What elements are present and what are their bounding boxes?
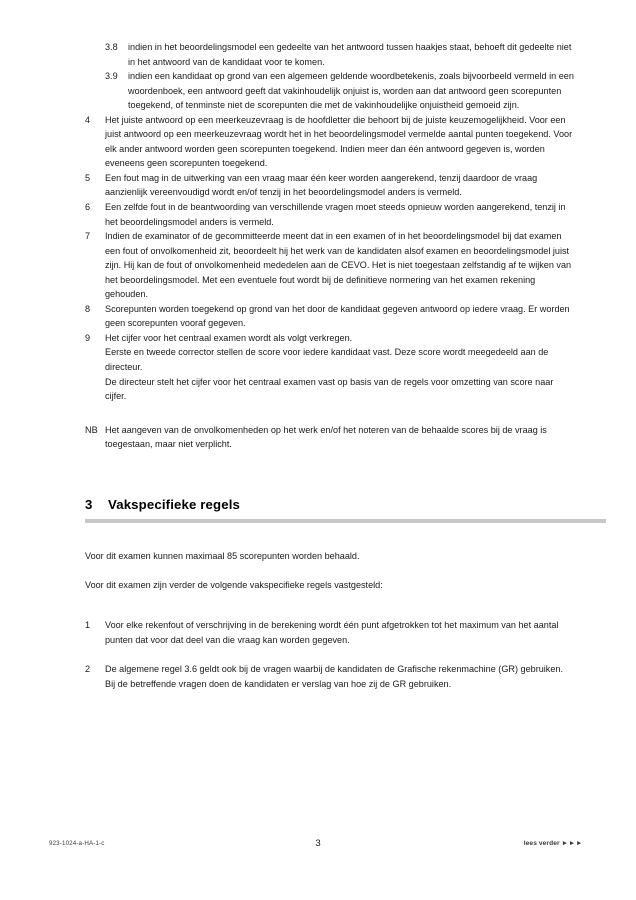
rule-text-line: Het cijfer voor het centraal examen wordt als volgt verkregen. bbox=[105, 332, 353, 343]
list-item bbox=[85, 662, 574, 691]
footer-page-number: 3 bbox=[315, 838, 321, 849]
page-title bbox=[85, 496, 578, 513]
paragraph-spacer bbox=[85, 563, 574, 578]
rule-number: 2 bbox=[85, 663, 91, 674]
paragraph: Voor dit examen zijn verder de volgende vakspecifieke regels vastgesteld: bbox=[85, 579, 383, 590]
nb-label: NB bbox=[85, 424, 98, 435]
list-item bbox=[85, 113, 574, 171]
rule-text-line: Eerste en tweede corrector stellen de score voor iedere kandidaat vast. Deze score wordt meegedeeld aan de directeur. bbox=[105, 347, 549, 373]
nb-note bbox=[0, 423, 636, 452]
section-number: 3 bbox=[85, 496, 93, 512]
section-header bbox=[0, 496, 636, 523]
rule-text bbox=[105, 331, 574, 404]
rule-number: 5 bbox=[85, 172, 91, 183]
rule-number: 9 bbox=[85, 332, 91, 343]
triangle-right-icon: ►►► bbox=[561, 840, 583, 847]
main-rules-list bbox=[0, 113, 636, 404]
rule-text: Een fout mag in de uitwerking van een vraag maar één keer worden aangerekend, tenzij daardoor de vraag aanzienlijk vereenvoudigd wordt en/of tenzij in het beoordelingsmodel anders is vermeld. bbox=[105, 172, 538, 198]
page-footer bbox=[0, 838, 636, 858]
list-item bbox=[105, 69, 574, 113]
list-item bbox=[85, 229, 574, 302]
nb-text: Het aangeven van de onvolkomenheden op het werk en/of het noteren van de behaalde scores bij de vraag is toegestaan, maar niet verplicht. bbox=[105, 424, 547, 450]
page-content bbox=[0, 40, 636, 691]
section-intro bbox=[0, 549, 636, 593]
sub-rules-list bbox=[0, 40, 636, 113]
rule-number: 3.8 bbox=[105, 42, 118, 52]
divider bbox=[85, 519, 606, 523]
rule-text: Het juiste antwoord op een meerkeuzevraag is de hoofdletter die behoort bij de juiste keuzemogelijkheid. Voor een juist antwoord op een meerkeuzevraag wordt het in het beoordelingsmodel vermelde aantal punten toegekend. Voor elk ander antwoord worden geen scorepunten toegekend. Indien meer dan één antwoord gegeven is, worden eveneens geen scorepunten toegekend. bbox=[105, 114, 573, 169]
rule-text: De algemene regel 3.6 geldt ook bij de vragen waarbij de kandidaten de Grafische rekenmachine (GR) gebruiken. Bij de betreffende vragen doen de kandidaten er verslag van hoe zij de GR gebruiken. bbox=[105, 663, 563, 689]
rule-text: indien in het beoordelingsmodel een gedeelte van het antwoord tussen haakjes staat, behoeft dit gedeelte niet in het antwoord van de kandidaat voor te komen. bbox=[128, 42, 572, 67]
vakspecifieke-rules-list bbox=[0, 618, 636, 691]
rule-text: indien een kandidaat op grond van een algemeen geldende woordbetekenis, zoals bijvoorbeeld vermeld in een woordenboek, een antwoord geeft dat vakinhoudelijk onjuist is, worden aan dat antwoord geen scorepunten toegekend, of tenminste niet de scorepunten die met de vakinhoudelijke onjuistheid gemoeid zijn. bbox=[128, 71, 574, 111]
footer-continue-label: lees verder bbox=[523, 840, 560, 847]
rule-text: Indien de examinator of de gecommitteerde meent dat in een examen of in het beoordelingsmodel bij dat examen een fout of onvolkomenheid zit, beoordeelt hij het werk van de kandidaten alsof examen en beoordelingsmodel juist zijn. Hij kan de fout of onvolkomenheid mededelen aan de CEVO. Het is niet toegestaan zelfstandig af te wijken van het beoordelingsmodel. Met een eventuele fout wordt bij de definitieve normering van het examen rekening gehouden. bbox=[105, 231, 572, 300]
list-item bbox=[85, 302, 574, 331]
list-spacer bbox=[85, 647, 574, 662]
rule-number: 8 bbox=[85, 303, 91, 314]
list-item bbox=[85, 331, 574, 404]
list-item bbox=[85, 200, 574, 229]
rule-text: Voor elke rekenfout of verschrijving in de berekening wordt één punt afgetrokken tot het maximum van het aantal punten dat voor dat deel van die vraag kan worden gegeven. bbox=[105, 620, 559, 645]
rule-text: Een zelfde fout in de beantwoording van verschillende vragen moet steeds opnieuw worden aangerekend, tenzij in het beoordelingsmodel anders is vermeld. bbox=[105, 202, 566, 227]
footer-document-code: 923-1024-a-HA-1-c bbox=[49, 840, 105, 847]
rule-number: 6 bbox=[85, 202, 91, 213]
section-title: Vakspecifieke regels bbox=[108, 496, 241, 512]
list-item bbox=[105, 40, 574, 69]
paragraph: Voor dit examen kunnen maximaal 85 scorepunten worden behaald. bbox=[85, 550, 360, 561]
list-item bbox=[85, 171, 574, 200]
rule-text: Scorepunten worden toegekend op grond van het door de kandidaat gegeven antwoord op iedere vraag. Er worden geen scorepunten vooraf gegeven. bbox=[105, 303, 570, 329]
rule-text-line: De directeur stelt het cijfer voor het centraal examen vast op basis van de regels voor omzetting van score naar cijfer. bbox=[105, 376, 554, 402]
rule-number: 4 bbox=[85, 114, 91, 125]
list-item bbox=[85, 423, 574, 452]
rule-number: 1 bbox=[85, 620, 91, 631]
footer-continue-note bbox=[524, 840, 583, 847]
rule-number: 3.9 bbox=[105, 71, 118, 82]
list-item bbox=[85, 618, 574, 647]
rule-number: 7 bbox=[85, 231, 91, 242]
